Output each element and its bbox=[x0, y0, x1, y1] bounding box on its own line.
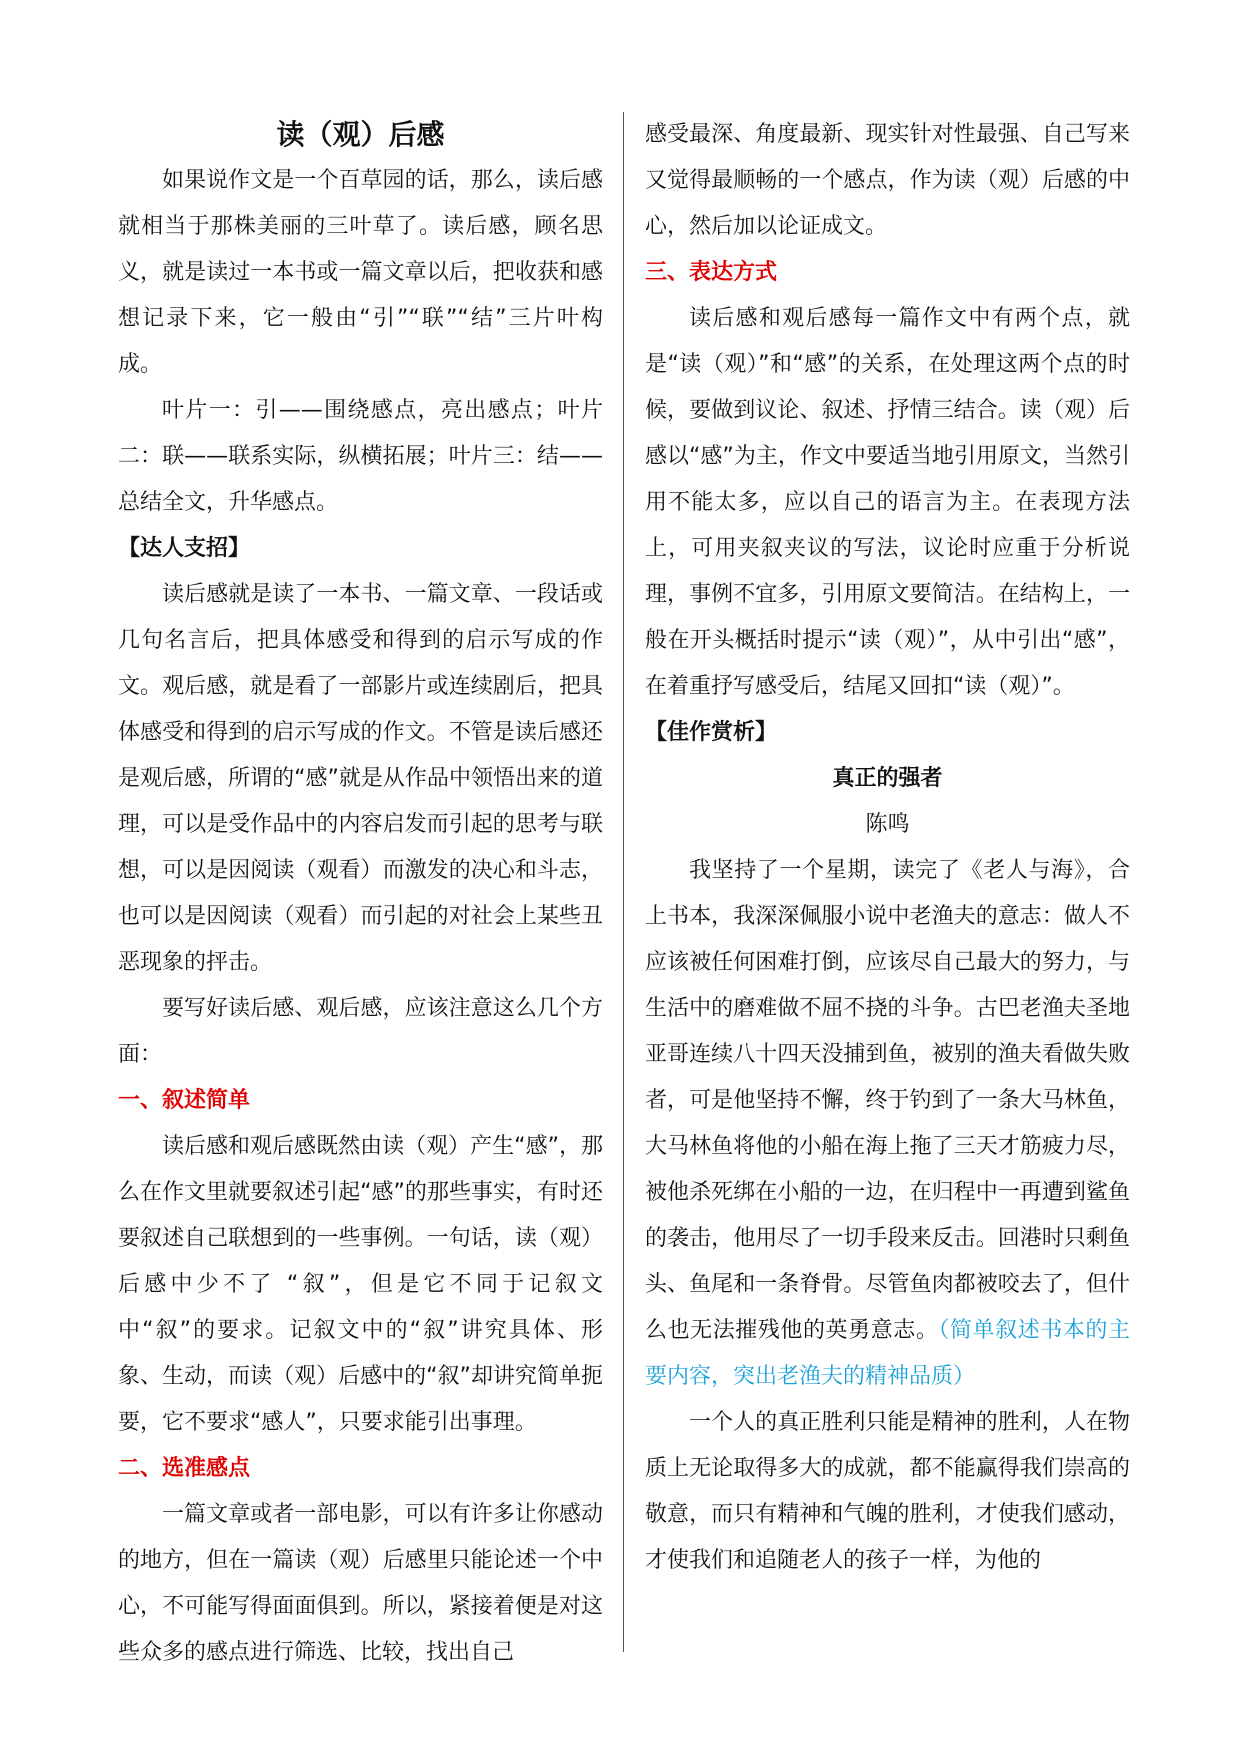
page-title: 读（观）后感 bbox=[276, 118, 445, 151]
essay-annotation: （简单叙述书本的主要内容，突出老渔夫的精神品质） bbox=[645, 1318, 1130, 1389]
left-column bbox=[118, 112, 603, 1676]
section-2-continuation: 感受最深、角度最新、现实针对性最强、自己写来又觉得最顺畅的一个感点，作为读（观）后感的中心，然后加以论证成文。 bbox=[645, 122, 1130, 239]
column-divider bbox=[623, 112, 624, 1652]
section-2-heading: 二、选准感点 bbox=[118, 1456, 251, 1481]
showcase-heading: 【佳作赏析】 bbox=[645, 720, 778, 745]
essay-author: 陈鸣 bbox=[865, 812, 910, 837]
section-3-heading: 三、表达方式 bbox=[645, 260, 778, 285]
aspects-paragraph: 要写好读后感、观后感，应该注意这么几个方面： bbox=[118, 996, 603, 1067]
right-column bbox=[645, 112, 1130, 1584]
three-leaves-paragraph: 叶片一：引——围绕感点，亮出感点；叶片二：联——联系实际，纵横拓展；叶片三：结——总结全文，升华感点。 bbox=[118, 398, 603, 515]
essay-title: 真正的强者 bbox=[832, 766, 943, 791]
tips-heading: 【达人支招】 bbox=[118, 536, 251, 561]
intro-paragraph: 如果说作文是一个百草园的话，那么，读后感就相当于那株美丽的三叶草了。读后感，顾名思义，就是读过一本书或一篇文章以后，把收获和感想记录下来，它一般由“引”“联”“结”三片叶构成。 bbox=[118, 168, 603, 377]
tips-paragraph: 读后感就是读了一本书、一篇文章、一段话或几句名言后，把具体感受和得到的启示写成的作文。观后感，就是看了一部影片或连续剧后，把具体感受和得到的启示写成的作文。不管是读后感还是观后感，所谓的“感”就是从作品中领悟出来的道理，可以是受作品中的内容启发而引起的思考与联想，可以是因阅读（观看）而激发的决心和斗志，也可以是因阅读（观看）而引起的对社会上某些丑恶现象的抨击。 bbox=[118, 582, 603, 975]
section-1-heading: 一、叙述简单 bbox=[118, 1088, 251, 1113]
section-2-paragraph: 一篇文章或者一部电影，可以有许多让你感动的地方，但在一篇读（观）后感里只能论述一个中心，不可能写得面面俱到。所以，紧接着便是对这些众多的感点进行筛选、比较，找出自己 bbox=[118, 1502, 603, 1665]
essay-paragraph-1 bbox=[645, 848, 1130, 1400]
essay-paragraph-2: 一个人的真正胜利只能是精神的胜利，人在物质上无论取得多大的成就，都不能赢得我们崇高的敬意，而只有精神和气魄的胜利，才使我们感动，才使我们和追随老人的孩子一样，为他的 bbox=[645, 1410, 1130, 1573]
section-3-paragraph: 读后感和观后感每一篇作文中有两个点，就是“读（观）”和“感”的关系，在处理这两个点的时候，要做到议论、叙述、抒情三结合。读（观）后感以“感”为主，作文中要适当地引用原文，当然引用不能太多，应以自己的语言为主。在表现方法上，可用夹叙夹议的写法，议论时应重于分析说理，事例不宜多，引用原文要简洁。在结构上，一般在开头概括时提示“读（观）”，从中引出“感”，在着重抒写感受后，结尾又回扣“读（观）”。 bbox=[645, 306, 1130, 699]
section-1-paragraph: 读后感和观后感既然由读（观）产生“感”，那么在作文里就要叙述引起“感”的那些事实，有时还要叙述自己联想到的一些事例。一句话，读（观）后感中少不了 “叙”，但是它不同于记叙文中“叙”的要求。记叙文中的“叙”讲究具体、形象、生动，而读（观）后感中的“叙”却讲究简单扼要，它不要求“感人”，只要求能引出事理。 bbox=[118, 1134, 603, 1435]
essay-paragraph-1-text: 我坚持了一个星期，读完了《老人与海》，合上书本，我深深佩服小说中老渔夫的意志：做人不应该被任何困难打倒，应该尽自己最大的努力，与生活中的磨难做不屈不挠的斗争。古巴老渔夫圣地亚哥连续八十四天没捕到鱼，被别的渔夫看做失败者，可是他坚持不懈，终于钓到了一条大马林鱼，大马林鱼将他的小船在海上拖了三天才筋疲力尽，被他杀死绑在小船的一边，在归程中一再遭到鲨鱼的袭击，他用尽了一切手段来反击。回港时只剩鱼头、鱼尾和一条脊骨。尽管鱼肉都被咬去了，但什么也无法摧残他的英勇意志。 bbox=[645, 858, 1130, 1343]
